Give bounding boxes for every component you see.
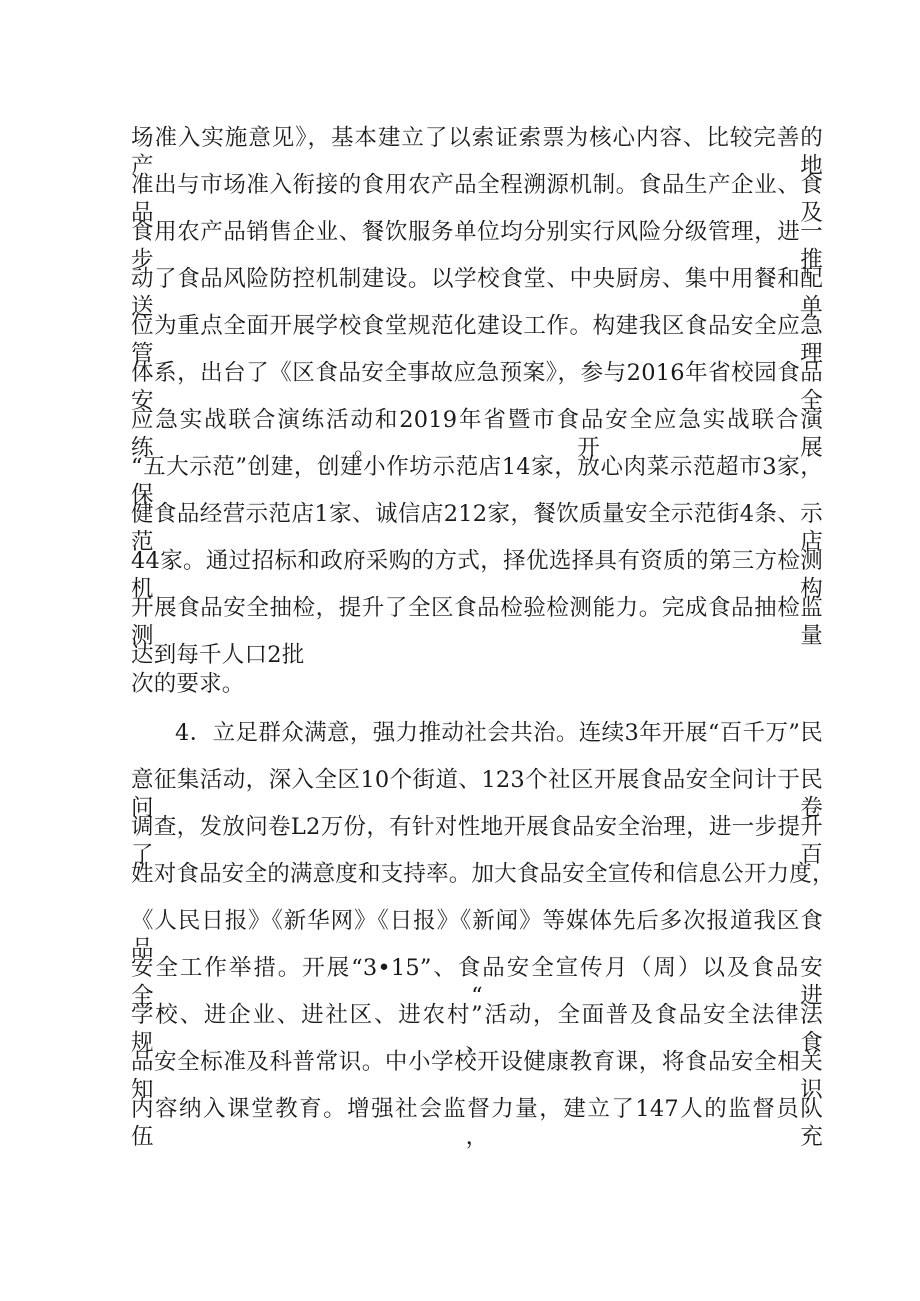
text-line: 姓对食品安全的满意度和支持率。加大食品安全宣传和信息公开力度， xyxy=(131,861,835,887)
text-line: 调查，发放问卷L2万份，有针对性地开展食品安全治理，进一步提升了百 xyxy=(131,814,823,868)
text-line: 体系，出台了《区食品安全事故应急预案》，参与2016年省校园食品安全 xyxy=(131,360,823,414)
text-line: 动了食品风险防控机制建设。以学校食堂、中央厨房、集中用餐和配送单 xyxy=(131,266,823,320)
text-line: 开展食品安全抽检，提升了全区食品检验检测能力。完成食品抽检监测量 xyxy=(131,595,823,649)
text-line: 次的要求。 xyxy=(131,671,245,697)
text-line: 品安全标准及科普常识。中小学校开设健康教育课，将食品安全相关知识 xyxy=(131,1049,823,1103)
text-line: 学校、进企业、进社区、进农村”活动，全面普及食品安全法律法规、食 xyxy=(131,1002,823,1056)
paragraph-first-line: 4．立足群众满意，强力推动社会共治。连续3年开展“百千万”民 xyxy=(175,720,823,746)
text-line: 场准入实施意见》，基本建立了以索证索票为核心内容、比较完善的产地 xyxy=(131,125,823,179)
text-line: 健食品经营示范店1家、诚信店212家，餐饮质量安全示范街4条、示范店 xyxy=(131,501,823,555)
text-line: 应急实战联合演练活动和2019年省暨市食品安全应急实战联合演练。开展 xyxy=(131,407,823,461)
text-line: 达到每千人口2批 xyxy=(131,642,305,668)
text-line: 《人民日报》《新华网》《日报》《新闻》等媒体先后多次报道我区食品 xyxy=(131,908,823,962)
text-line: 内容纳入课堂教育。增强社会监督力量，建立了147人的监督员队伍，充 xyxy=(131,1096,823,1150)
text-line: 食用农产品销售企业、餐饮服务单位均分别实行风险分级管理，进一步推 xyxy=(131,219,823,273)
text-line: 意征集活动，深入全区10个街道、123个社区开展食品安全问计于民问卷 xyxy=(131,767,823,821)
text-line: 准出与市场准入衔接的食用农产品全程溯源机制。食品生产企业、食品及 xyxy=(131,172,823,226)
text-line: 安全工作举措。开展“3•15”、食品安全宣传月（周）以及食品安全“进 xyxy=(131,955,823,1009)
text-line: “五大示范”创建，创建小作坊示范店14家，放心肉菜示范超市3家，保 xyxy=(131,454,823,508)
text-line: 44家。通过招标和政府采购的方式，择优选择具有资质的第三方检测机构 xyxy=(131,548,823,602)
text-line: 位为重点全面开展学校食堂规范化建设工作。构建我区食品安全应急管理 xyxy=(131,313,823,367)
